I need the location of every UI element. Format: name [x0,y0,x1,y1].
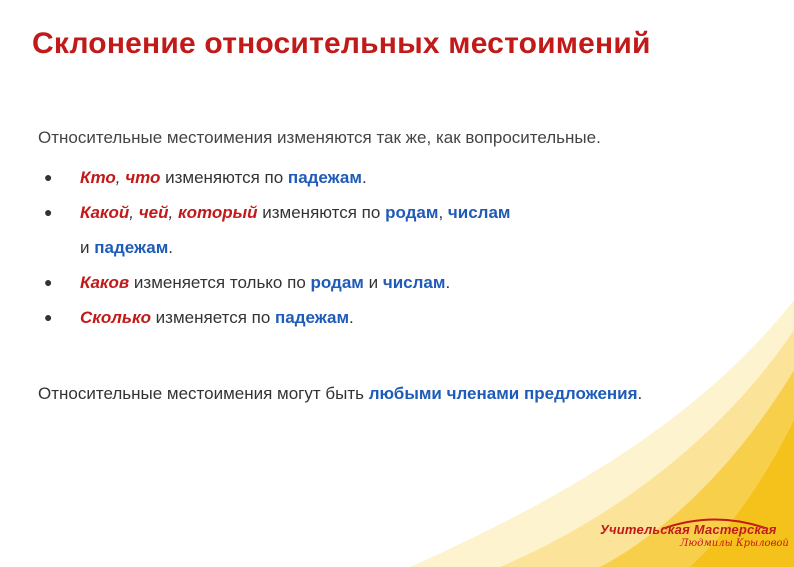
category-word: падежам [275,308,350,327]
category-word: падежам [94,238,169,257]
bullet-text: изменяются по [257,203,386,222]
paragraph-text: Относительные местоимения могут быть [38,384,369,403]
pronoun-word: Кто [80,168,116,187]
bullet-text: и [363,273,383,292]
bullet-icon: ● [44,309,53,325]
separator: , [438,203,448,222]
separator: , [115,168,126,187]
pronoun-word: Какой [80,203,130,222]
bullet-item-4 [38,300,758,335]
pronoun-word: Сколько [80,308,151,327]
category-word: числам [382,273,446,292]
logo-sub-text: Людмилы Крыловой [680,538,789,549]
pronoun-word: Каков [80,273,130,292]
logo-main-text: Учительская Мастерская [600,522,777,537]
bullet-end: . [349,308,354,327]
highlight-word: членами [446,384,520,403]
pronoun-word: который [177,203,258,222]
bullet-end: . [361,168,367,187]
bullet-continuation [80,230,758,265]
logo [600,516,789,552]
bullet-icon: ● [44,169,53,185]
bullet-item-2 [38,195,758,265]
category-word: родам [310,273,364,292]
bullet-text: изменяется по [150,308,275,327]
slide-title: Склонение относительных местоимений [32,27,651,60]
bullet-icon: ● [44,204,53,220]
bullet-list [38,160,758,335]
intro-text: Относительные местоимения изменяются так же, как вопросительные. [38,128,601,147]
category-word: падежам [287,168,362,187]
bullet-text: изменяется только по [129,273,311,292]
category-word: числам [447,203,511,222]
bullet-end: . [168,238,174,257]
bullet-text: изменяются по [160,168,288,187]
pronoun-word: что [125,168,161,187]
highlight-word: предложения [523,384,638,403]
separator: , [129,203,139,222]
category-word: родам [385,203,439,222]
bullet-icon: ● [44,274,53,290]
bullet-end: . [445,273,451,292]
highlight-word: любыми [368,384,442,403]
pronoun-word: чей [138,203,169,222]
bullet-item-3 [38,265,758,300]
bullet-item-1 [38,160,758,195]
summary-paragraph [38,376,756,412]
bullet-text: и [80,238,95,257]
separator: , [168,203,178,222]
paragraph-end: . [637,384,643,403]
